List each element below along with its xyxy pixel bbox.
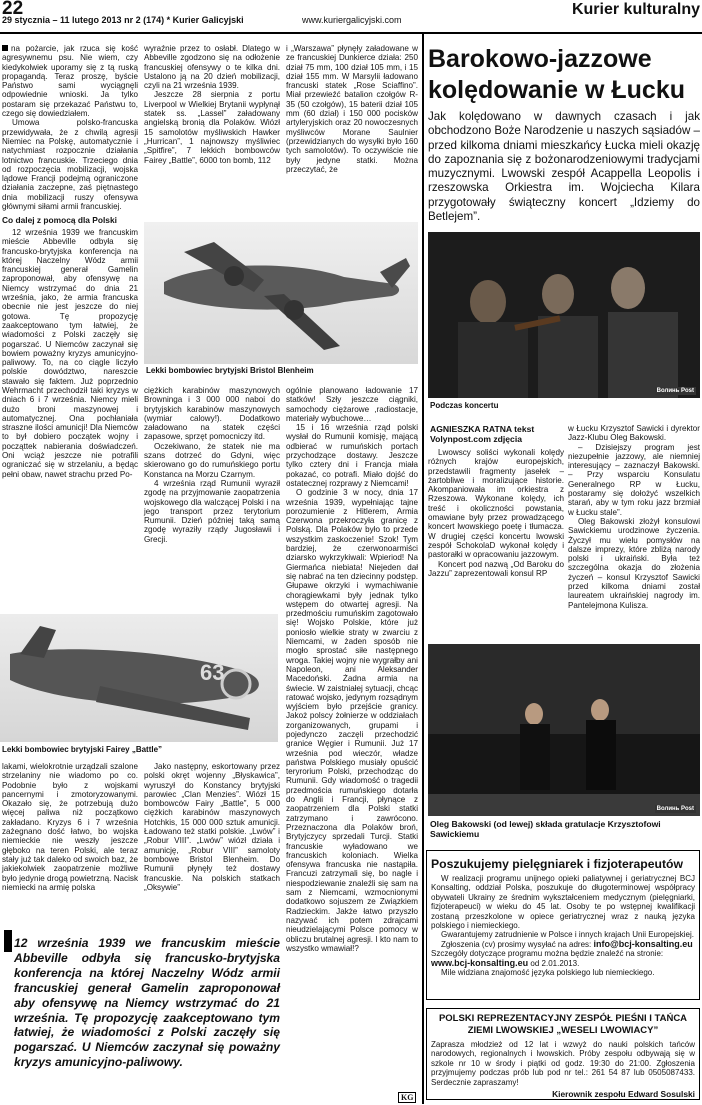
paragraph: Jeszcze 28 sierpnia z portu Liverpool w Wielkiej Brytanii wypłynął statek ss. „Lassel” załadowany angielską bronią dla Polaków. Wiózł 15 samolotów myśliwskich Hawker „Hurrican”, 1 najnowszy myśliwiec „Spitfire”, 7 lekkich bombowców Fairey „Battle”, 6000 ton bomb, 112 — [144, 90, 280, 165]
paragraph: ogólnie planowano ładowanie 17 statków! Szły jeszcze ciągniki, samochody ciężarowe ,radiostacje, materiały wybuchowe… — [286, 386, 418, 423]
photo-caption: Podczas koncertu — [430, 401, 499, 410]
article-column-3 — [286, 44, 418, 174]
article-column-2-bottom — [144, 762, 280, 892]
article-column-right-2 — [568, 424, 700, 610]
ad-signature: Kierownik zespołu Edward Sosulski — [552, 1089, 695, 1100]
dance-ensemble-ad-box — [426, 1008, 700, 1100]
paragraph: Jako następny, eskortowany przez polski okręt wojenny „Błyskawica”, wyruszył do Konstancy brytyjski parowiec „Clan Menzies”. Wiózł 15 bombowców Fairy „Battle”, 5 000 ciężkich karabinów maszynowych Hotchkis, 15 000 000 sztuk amunicji. Ładowano też statki polskie. „Lwów” i „Robur VIII”. „Lwów” wiózł działa i amunicję, „Robur VIII” samoloty bombowe Bristol Blenheim. Do Rumunii płynęły też dostawy francuskie. Na polskich statkach „Oksywie” — [144, 762, 280, 892]
paragraph: w Łucku Krzysztof Sawicki i dyrektor Jazz-Klubu Oleg Bakowski. — [568, 424, 700, 443]
svg-text:63: 63 — [200, 660, 225, 685]
paragraph: Oleg Bakowski złożył konsulowi Sawickiemu urodzinowe życzenia. Życzył mu wielu pomysłów na dalsze imprezy, które zbliżą narody polski i ukraiński. Była też szczególna okazja do złożenia życzeń – konsul Krzysztof Sawicki przed kilkoma dniami został laureatem ukraińskiej nagrody im. Pantelejmona Kulisza. — [568, 516, 700, 610]
photo-caption: Oleg Bakowski (od lewej) składa gratulacje Krzysztofowi Sawickiemu — [430, 819, 661, 839]
paragraph: Lwowscy soliści wykonali kolędy różnych krajów europejskich, przedstawili fragmenty jasełek – żartobliwe i moralizujące historie. Akompaniowała im orkiestra z Rzeszowa. Wykonane kolędy, ich treść i okoliczności powstania, omawiane były przez prowadzącego koncert lwowskiego poetę i tłumacza. W drugiej części koncertu lwowski zespół SchokolaD wykonał kolędy i pastorałki w opracowaniu jazzowym. — [428, 448, 564, 560]
issue-dateline: 29 stycznia – 11 lutego 2013 nr 2 (174) * Kurier Galicyjski — [2, 15, 244, 25]
paragraph — [431, 940, 695, 949]
article-marker-icon — [2, 45, 8, 51]
paragraph: 15 i 16 września rząd polski wysłał do Rumunii komisję, mającą odbierać w rumuńskich portach przychodzące dostawy. Jeszcze tylko cztery dni i Francja miała pokazać, co potrafi. Miało dojść do ostatecznej rozprawy z Niemcami! — [286, 423, 418, 488]
byline: AGNIESZKA RATNA tekst Volynpost.com zdjęcia — [430, 424, 535, 444]
paragraph — [431, 959, 695, 968]
concert-photo — [428, 232, 700, 398]
bristol-blenheim-photo — [144, 222, 418, 364]
ad-title-line-1: POLSKI REPREZENTACYJNY ZESPÓŁ PIEŚNI I TAŃCA — [438, 1013, 688, 1024]
job-ad-box — [426, 850, 700, 1000]
ad-title-line-2: ZIEMI LWOWSKIEJ „WESELI LWOWIACY” — [467, 1025, 659, 1036]
paragraph: Oczekiwano, że statek nie ma szans dotrzeć do Gdyni, więc skierowano go do rumuńskiego portu Konstanca na Morzu Czarnym. — [144, 441, 280, 479]
watermark-logo: Волинь Post — [656, 806, 694, 812]
pull-quote: 12 września 1939 we francuskim mieście Abbeville odbyła się francusko-brytyjska konferencja na której Naczelny Wódz armii francuskiej generał Gamelin zaproponował aby ofensywę na Niemcy wstrzymać do 21 września. Tę propozycję zaakceptowano tym łatwiej, że wiadomości z Polski zaczęły się pogarszać. U Niemców zaczynał się poważny kryzys amunicyjno-paliwowy. — [14, 936, 280, 1070]
section-title: Kurier kulturalny — [571, 1, 700, 18]
paragraph: O godzinie 3 w nocy, dnia 17 września 1939, wypełniając tajne porozumienie z Hitlerem, Armia Czerwona przekroczyła granicę z Polską. Dla Polaków było to przede wszystkim zaskoczenie! Szok! Tym bardziej, że czerwonoarmiści dziarsko wykrzykiwali: Wpieriod! Na Giermańca niebiata! Niejeden dał się nabrać na ten dziecinny podstęp. Głupawe okrzyki i wymachiwanie chorągiewkami były jednak tylko wstępem do otwartej agresji. Na przedmościu rumuńskim zagotowało się! Wojsko Polskie, które już poniosło wielkie straty w zwarciu z Niemcami, w żaden sposób nie mogło sprostać siłe następnego wroga. Takiej wojny nie wygrałby ani Napoleon, ani Aleksander Macedoński. Żadna armia na świecie. W zaistniałej sytuacji, chcąc ratować wojsko, jedynym rozsądnym wyjściem było przejście granicy. Jakoż polscy żołnierze w oddziałach zorganizowanych, grupami i pojedynczo zaczęli przechodzić granice Węgier i Rumunii. Już 17 września pod wieczór, władze państwa Polskiego musiały opuścić teryrorium Polski, przechodząc do Rumunii. Gdy wiadomość o tragedii przedmościa rumuńskiego dotarła do Anglii i Francji, płynące z zaopatrzeniem dla Polski statki zatrzymano i zawrócono. Przeznaczona dla Polaków broń, Brytyjczycy sprzedali Turcji. Statki francuskie wyładowano we francuskich koloniach. Wielka ofensywa francuska nie nastąpiła. Francuzi zatrzymali się, bo nagle i niespodziewanie znaleźli się sam na sam z Niemcami, wzmocnionymi dodatkowo sojuszem ze Związkiem Radzieckim. Jakże łatwo przyszło nazywać ich potem zdrajcami nieudzielającymi Polsce pomocy w obliczu brutalnej agresji. I kto nam to wszystko wmawiał!? — [286, 488, 418, 953]
fairey-battle-photo — [0, 614, 278, 742]
paragraph: 4 września rząd Rumunii wyraził zgodę na przyjmowanie zaopatrzenia wojskowego dla walczącej Polski i na jego transport przez terytorium Rumunii. Dzień później taką samą zgodę wyraziły rządy Jugosławii i Grecji. — [144, 478, 280, 544]
photo-caption: Lekki bombowiec brytyjski Fairey „Battle” — [2, 745, 163, 754]
article-column-right-1 — [428, 448, 564, 578]
paragraph: i „Warszawa” płynęły załadowane w ze francuskiej Dunkierce działa: 250 dział 75 mm, 100 dział 105 mm, i 15 dział 155 mm. W Marsylii ładowano francuski statek „Rose Sciaffino”. Miał przewieźć batalion czołgów R-35 (50 czołgów), 15 baterii dział 105 mm (60 dział) i 150 000 pocisków artyleryjskich oraz 20 nowoczesnych myśliwców Morane Saulnier (przewidzianych do wysyłki było 160 tych samolotów). To oczywiście nie były jedyne statki. Można przeczytać, że — [286, 44, 418, 174]
paragraph: 12 września 1939 we francuskim mieście Abbeville odbyła się francusko-brytyjska konferencja na której Naczelny Wódz armii francuskiej generał Gamelin zaproponował, aby ofensywę na Niemcy wstrzymać do dnia 21 września, jako, że armia francuska obecnie nie jest jeszcze do niej gotowa. Tę propozycję zaakceptowano tym łatwiej, że wiadomości z Polski zaczęły się pogarszać. U Niemców zaczynał się bowiem poważny kryzys amunicyjno-paliwowy. To, na co ciągle liczyło polskie dowództwo, nareszcie stawało się faktem. Już poprzednio Wehrmacht przechodził taki kryzys w dniach 6 i 7 września. Niemcy mieli dużo broni maszynowej i automatycznej. Ona pochłaniała straszne ilości amunicji! Dla Niemców to był dobiero początek wojny i począttek nabierania doświadczeń. Oni wciąż jeszcze nie potrafili ograniczać się w strzelaniu, a będąc pełni obaw, nawet strachu przed Po- — [2, 227, 138, 479]
kg-logo: KG — [398, 1092, 416, 1103]
airplane-illustration — [0, 614, 278, 742]
photo-caption: Lekki bombowiec brytyjski Bristol Blenheim — [146, 366, 314, 375]
paragraph-text: na pożarcie, jak rzuca się kość agresywnemu psu. Nie wiem, czy kiedykolwiek uporamy się z tą ruską propagandą. Teraz proszę, byście Państwo sami wyciągnęli odpowiednie wnioski. Ja tylko postaram się przekazać Państwu to, czego się dowiedziałem. — [2, 44, 138, 119]
award-photo — [428, 644, 700, 816]
paragraph: Mile widziana znajomość języka polskiego lub niemieckiego. — [441, 968, 655, 978]
ad-url-link[interactable]: www.bcj-konsalting.eu — [431, 957, 529, 968]
stage-illustration — [428, 644, 700, 816]
subheading: Co dalej z pomocą dla Polski — [2, 215, 117, 226]
paragraph: Gwarantujemy zatrudnienie w Polsce i innych krajach Unii Europejskiej. — [441, 930, 695, 940]
article-column-1-lower — [2, 762, 138, 892]
section-divider — [422, 34, 424, 1104]
article-headline: Barokowo-jazzowe kolędowanie w Łucku — [428, 45, 685, 104]
quote-marker-icon — [4, 930, 12, 952]
paragraph-text: Zgłoszenia (cv) prosimy wysyłać na adres: — [441, 939, 592, 949]
article-lead: Jak kolędowano w dawnych czasach i jak obchodzono Boże Narodzenie u naszych sąsiadów – przed kilkoma dniami mieszkańcy Łucka mieli okazję do zapoznania się z bożonarodzeniowymi tradycjami muzycznymi. Lwowski zespół Acappella Leopolis i rzeszowska Orkiestra im. Wojciecha Kilara przygotowały świąteczny koncert „Idziemy do Betlejem”. — [428, 110, 700, 224]
watermark-logo: Волинь Post — [656, 388, 694, 394]
paragraph: W realizacji programu unijnego opieki paliatywnej i geriatrycznej BCJ Konsalting, oddział Polska, poszukuje do długoterminowej współpracy obywateli Ukrainy ze średnim wykształceniem medycznym (pielęgniarki, fizjoterapeuci) w wieku do 45 lat. Osoby te po wstępnej kwalifikacji zostaną przeszkolone w opiece geriatrycznej wraz z nauką języka polskiego i niemieckiego. — [431, 874, 695, 931]
article-column-3-lower — [286, 386, 418, 953]
article-column-2-lower — [144, 386, 280, 544]
concert-illustration — [428, 232, 700, 398]
paragraph: ciężkich karabinów maszynowych Browninga i 3 000 000 naboi do brytyjskich karabinów maszynowych (wymiar calowy!). Dodatkowo załadowano na statek części zapasowe, sprzęt pomocniczy itd. — [144, 386, 280, 442]
ad-email-link[interactable]: info@bcj-konsalting.eu — [593, 938, 693, 949]
header-rule — [0, 32, 702, 34]
paragraph: – Dzisiejszy program jest niezupełnie jazzowy, ale niemniej interesujący – zaznaczył Bakowski. – Przy wsparciu Konsulatu Generalnego RP w Łucku, postaramy się dołożyć wszelkich starań, aby w tym roku jazz brzmiał w Łucku stale”. — [568, 442, 700, 517]
ad-title: Poszukujemy pielęgniarek i fizjoterapeutów — [431, 857, 683, 871]
paragraph — [2, 44, 138, 118]
page-number: 22 — [2, 0, 24, 19]
airplane-illustration — [144, 222, 418, 364]
paragraph: Umowa polsko-francuska przewidywała, że z chwilą agresji Niemiec na Polskę, automatycznie i natychmiast rozpocznie działania lotnictwo francuskie. Trzeciego dnia od rozpoczęcia mobilizacji, wojska lądowe Francji podejmą ograniczone działania zaczepne, zaś piętnastego dnia mobilizacji ruszy ofensywa głównymi siłami armii francuskiej. — [2, 118, 138, 212]
ad-body — [431, 874, 695, 977]
paragraph: wyraźnie przez to osłabł. Dlatego w Abbeville zgodzono się na odłożenie francuskiej ofensywy o te kilka dni. Ustalono ją na 20 dzień mobilizacji, czyli na 21 września 1939. — [144, 44, 280, 91]
website-link[interactable]: www.kuriergalicyjski.com — [302, 15, 402, 25]
ad-body: Zaprasza młodzież od 12 lat i wzwyż do nauki polskich tańców narodowych, regionalnych i lwowskich. Próby zespołu odbywają się w szkole nr 10 w środy i piątki od godz. 19:30 do 21:00. Zgłoszenia przyjmujemy podczas prób lub pod nr tel.: 261 54 87 lub 0505087433. Serdecznie zapraszamy! — [431, 1040, 695, 1087]
article-column-2 — [144, 44, 280, 165]
paragraph: lakami, wielokrotnie urządzali szalone strzelaniny nie wiadomo po co. Podobnie było z wojskami pancernymi i zmotoryzowanymi. Okazało się, że potrzebują dużo więcej paliwa niż początkowo zakładano. Kryzys 6 i 7 września zażegnano dość łatwo, bo wojska niemieckie nie weszły jeszcze głęboko na teren Polski, ale teraz stały już tak daleko od swoich baz, że jakiekolwiek zaopatrzenie możliwe było jedynie drogą powietrzną. Nacisk niemiecki na armię polska — [2, 762, 138, 892]
paragraph: Szczegóły dotyczące programu można będzie znaleźć na stronie: — [431, 949, 664, 959]
paragraph: Koncert pod nazwą „Od Baroku do Jazzu” zaprezentowali konsul RP — [428, 559, 564, 578]
ad-url-suffix: od 2.01.2013. — [530, 958, 580, 968]
article-column-1 — [2, 44, 138, 479]
